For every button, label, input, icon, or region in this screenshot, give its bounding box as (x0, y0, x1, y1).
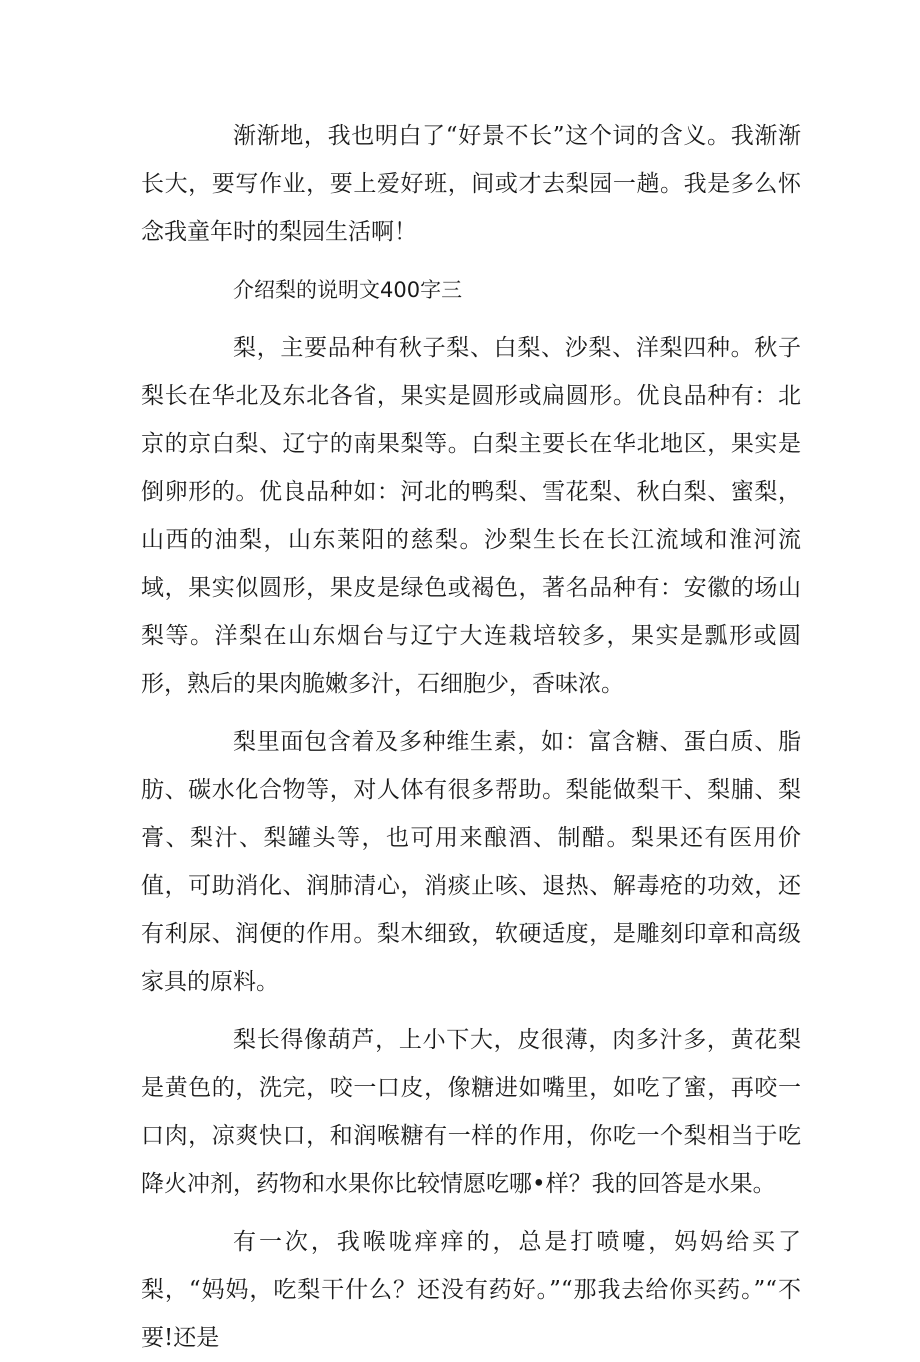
paragraph-memory: 渐渐地，我也明白了“好景不长”这个词的含义。我渐渐长大，要写作业，要上爱好班，间或才去梨园一趟。我是多么怀念我童年时的梨园生活啊！ (141, 123, 801, 245)
paragraph-varieties: 梨，主要品种有秋子梨、白梨、沙梨、洋梨四种。秋子梨长在华北及东北各省，果实是圆形或扁圆形。优良品种有：北京的京白梨、辽宁的南果梨等。白梨主要长在华北地区，果实是倒卵形的。优良品种如：河北的鸭梨、雪花梨、秋白梨、蜜梨，山西的油梨，山东莱阳的慈梨。沙梨生长在长江流域和淮河流域，果实似圆形，果皮是绿色或褐色，著名品种有：安徽的场山梨等。洋梨在山东烟台与辽宁大连栽培较多，果实是瓢形或圆形，熟后的果肉脆嫩多汁，石细胞少，香味浓。 (141, 335, 801, 697)
document-body (141, 112, 801, 1362)
paragraph-nutrition: 梨里面包含着及多种维生素，如：富含糖、蛋白质、脂肪、碳水化合物等，对人体有很多帮助。梨能做梨干、梨脯、梨膏、梨汁、梨罐头等，也可用来酿酒、制醋。梨果还有医用价值，可助消化、润肺清心，消痰止咳、退热、解毒疮的功效，还有利尿、润便的作用。梨木细致，软硬适度，是雕刻印章和高级家具的原料。 (141, 729, 801, 995)
paragraph-anecdote: 有一次，我喉咙痒痒的，总是打喷嚏，妈妈给买了梨，“妈妈，吃梨干什么？还没有药好。”“那我去给你买药。”“不要!还是 (141, 1229, 801, 1351)
paragraph-appearance: 梨长得像葫芦，上小下大，皮很薄，肉多汁多，黄花梨是黄色的，洗完，咬一口皮，像糖进如嘴里，如吃了蜜，再咬一口肉，凉爽快口，和润喉糖有一样的作用，你吃一个梨相当于吃降火冲剂，药物和水果你比较情愿吃哪•样？我的回答是水果。 (141, 1027, 801, 1197)
section-heading: 介绍梨的说明文400字三 (233, 278, 463, 302)
